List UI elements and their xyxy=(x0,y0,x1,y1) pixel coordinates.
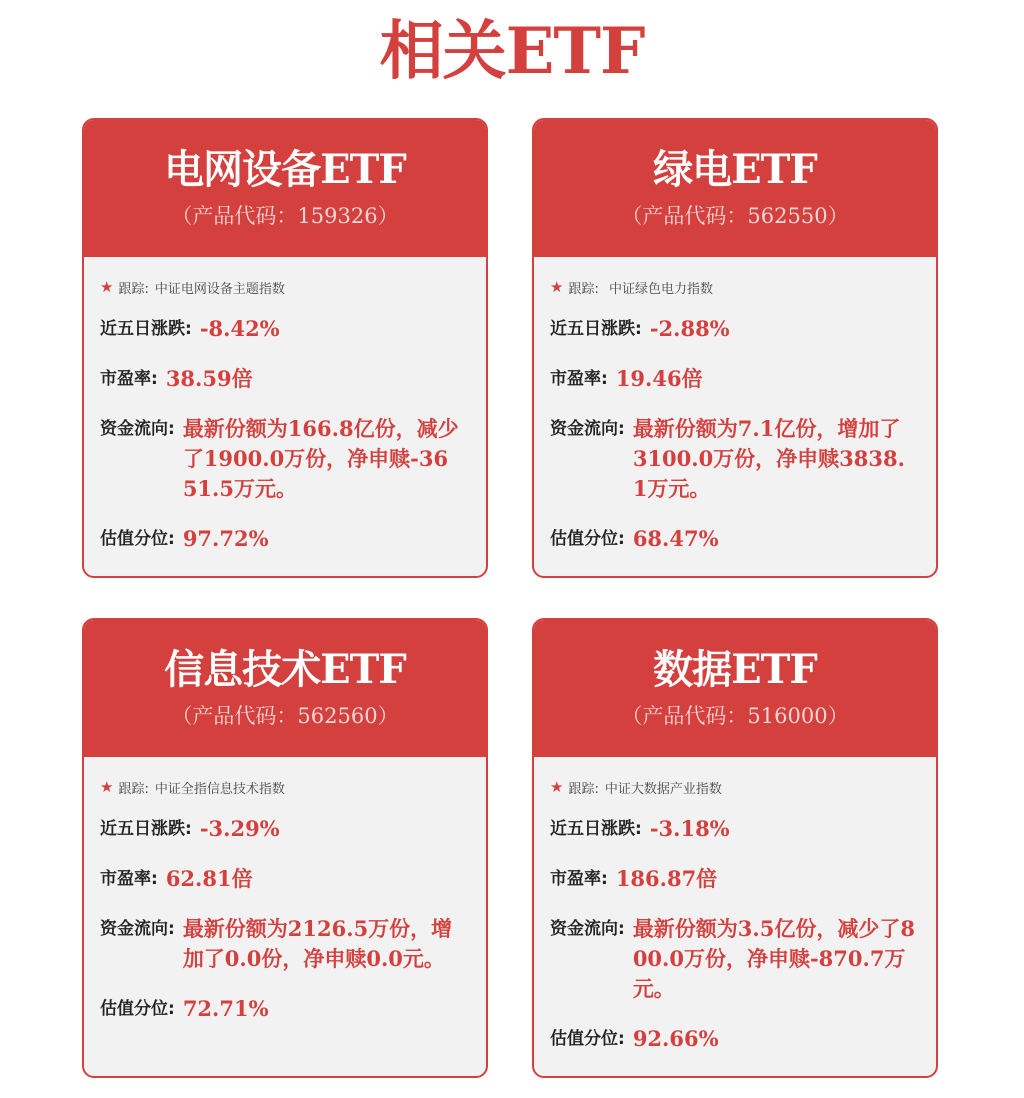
tracking-row xyxy=(100,777,470,797)
card-title: 电网设备ETF xyxy=(164,146,406,193)
pe-label: 市盈率: xyxy=(550,869,608,889)
fundflow-value: 最新份额为166.8亿份，减少了1900.0万份，净申赎-3651.5万元。 xyxy=(182,416,459,501)
fundflow-value: 最新份额为7.1亿份，增加了3100.0万份，净申赎3838.1万元。 xyxy=(632,416,905,501)
pe-value: 62.81倍 xyxy=(165,866,253,891)
page-title: 相关ETF xyxy=(379,14,645,89)
valuation-label: 估值分位: xyxy=(100,529,175,549)
card-body xyxy=(534,277,936,554)
change5d-row xyxy=(550,314,920,344)
pe-label: 市盈率: xyxy=(100,369,158,389)
tracking-index: 中证大数据产业指数 xyxy=(604,781,722,797)
fundflow-label: 资金流向: xyxy=(100,919,175,939)
tracking-label: 跟踪: xyxy=(118,781,149,797)
tracking-label: 跟踪: xyxy=(568,781,599,797)
valuation-label: 估值分位: xyxy=(550,529,625,549)
tracking-label: 跟踪: xyxy=(568,281,599,297)
card-title: 数据ETF xyxy=(653,646,817,693)
valuation-value: 92.66% xyxy=(632,1026,719,1051)
pe-value: 186.87倍 xyxy=(615,866,718,891)
tracking-row xyxy=(550,777,920,797)
card-code: （产品代码：516000） xyxy=(621,704,849,728)
pe-value: 38.59倍 xyxy=(165,366,253,391)
valuation-value: 68.47% xyxy=(632,526,719,551)
fundflow-value: 最新份额为3.5亿份，减少了800.0万份，净申赎-870.7万元。 xyxy=(632,916,915,1001)
change5d-label: 近五日涨跌: xyxy=(100,819,192,839)
card-title: 绿电ETF xyxy=(653,146,817,193)
change5d-label: 近五日涨跌: xyxy=(550,319,642,339)
card-body xyxy=(84,277,486,554)
valuation-row xyxy=(550,524,920,554)
etf-card-grid-equipment xyxy=(82,118,488,578)
star-icon: ★ xyxy=(550,778,564,796)
change5d-value: -8.42% xyxy=(199,316,280,341)
change5d-row xyxy=(100,814,470,844)
card-title: 信息技术ETF xyxy=(164,646,406,693)
star-icon: ★ xyxy=(100,278,114,296)
valuation-row xyxy=(550,1024,920,1054)
fundflow-row xyxy=(100,914,470,974)
change5d-value: -2.88% xyxy=(649,316,730,341)
pe-value: 19.46倍 xyxy=(615,366,703,391)
pe-row xyxy=(100,864,470,894)
fundflow-label: 资金流向: xyxy=(550,419,625,439)
card-body xyxy=(84,777,486,1024)
change5d-label: 近五日涨跌: xyxy=(100,319,192,339)
tracking-index: 中证绿色电力指数 xyxy=(604,281,713,297)
card-code: （产品代码：562550） xyxy=(621,204,849,228)
valuation-label: 估值分位: xyxy=(550,1029,625,1049)
pe-row xyxy=(550,364,920,394)
fundflow-row xyxy=(550,914,920,1004)
tracking-index: 中证全指信息技术指数 xyxy=(154,781,285,797)
valuation-row xyxy=(100,994,470,1024)
tracking-row xyxy=(550,277,920,297)
etf-card-info-tech xyxy=(82,618,488,1078)
fundflow-label: 资金流向: xyxy=(100,419,175,439)
star-icon: ★ xyxy=(550,278,564,296)
change5d-value: -3.29% xyxy=(199,816,280,841)
tracking-index: 中证电网设备主题指数 xyxy=(154,281,285,297)
tracking-label: 跟踪: xyxy=(118,281,149,297)
card-header xyxy=(84,120,486,257)
pe-label: 市盈率: xyxy=(100,869,158,889)
card-header xyxy=(534,620,936,757)
fundflow-row xyxy=(100,414,470,504)
card-header xyxy=(84,620,486,757)
fundflow-label: 资金流向: xyxy=(550,919,625,939)
valuation-label: 估值分位: xyxy=(100,999,175,1019)
pe-row xyxy=(100,364,470,394)
tracking-row xyxy=(100,277,470,297)
card-code: （产品代码：562560） xyxy=(171,704,399,728)
pe-label: 市盈率: xyxy=(550,369,608,389)
card-code: （产品代码：159326） xyxy=(171,204,399,228)
valuation-value: 72.71% xyxy=(182,996,269,1021)
etf-card-green-power xyxy=(532,118,938,578)
change5d-row xyxy=(550,814,920,844)
valuation-value: 97.72% xyxy=(182,526,269,551)
change5d-value: -3.18% xyxy=(649,816,730,841)
change5d-row xyxy=(100,314,470,344)
pe-row xyxy=(550,864,920,894)
change5d-label: 近五日涨跌: xyxy=(550,819,642,839)
valuation-row xyxy=(100,524,470,554)
fundflow-value: 最新份额为2126.5万份，增加了0.0份，净申赎0.0元。 xyxy=(182,916,453,971)
star-icon: ★ xyxy=(100,778,114,796)
fundflow-row xyxy=(550,414,920,504)
card-header xyxy=(534,120,936,257)
card-body xyxy=(534,777,936,1054)
etf-card-big-data xyxy=(532,618,938,1078)
